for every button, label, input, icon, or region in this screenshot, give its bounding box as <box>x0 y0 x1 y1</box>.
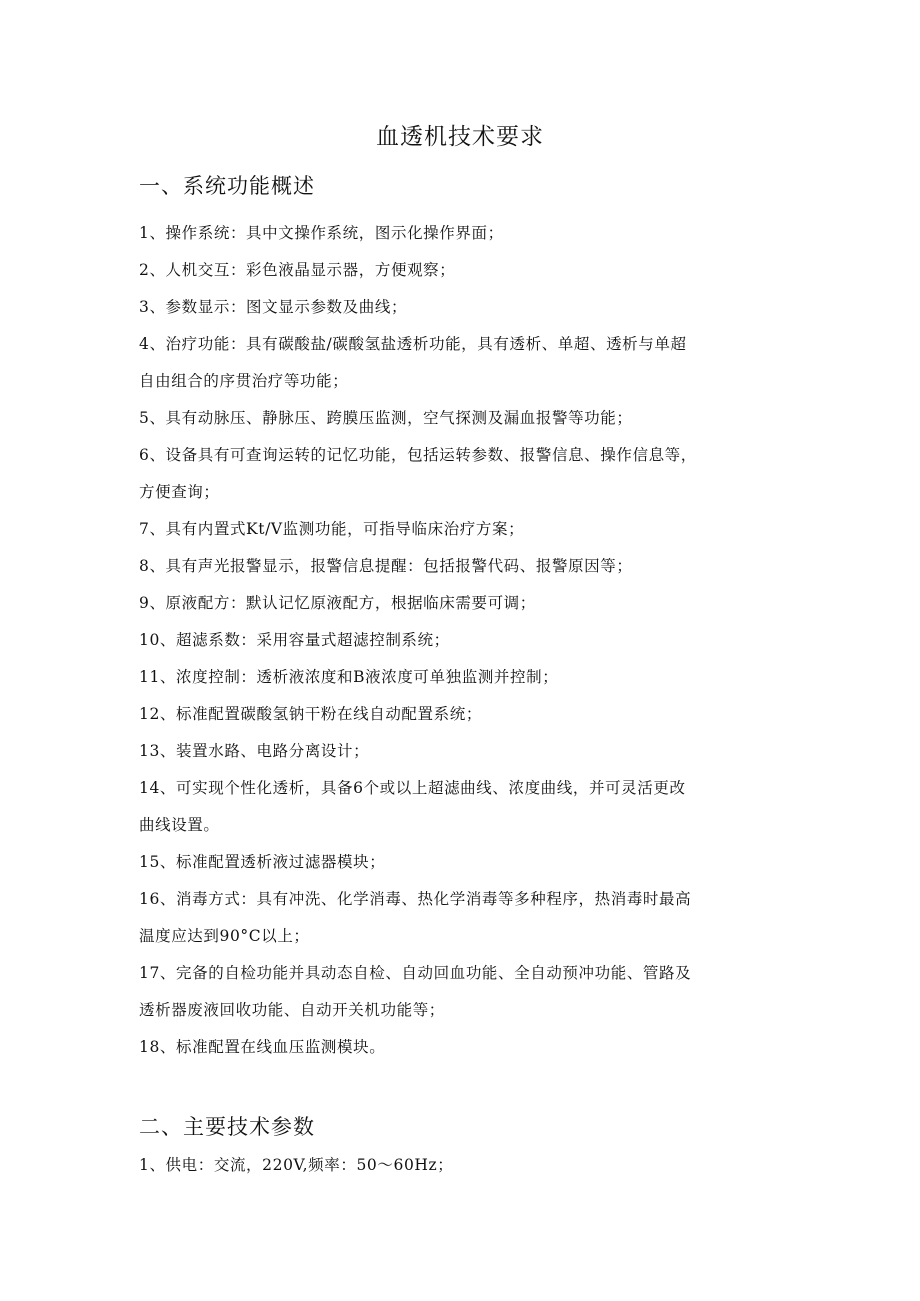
list-item: 7、具有内置式Kt/V监测功能，可指导临床治疗方案； <box>139 520 525 538</box>
document-title: 血透机技术要求 <box>376 124 544 150</box>
list-item: 16、消毒方式：具有冲洗、化学消毒、热化学消毒等多种程序，热消毒时最高 <box>139 890 692 908</box>
list-item: 2、人机交互：彩色液晶显示器，方便观察； <box>139 261 456 279</box>
list-item: 5、具有动脉压、静脉压、跨膜压监测，空气探测及漏血报警等功能； <box>139 409 633 427</box>
list-item-continuation: 温度应达到90°C以上； <box>139 927 310 945</box>
list-item: 15、标准配置透析液过滤器模块； <box>139 853 386 871</box>
list-item: 17、完备的自检功能并具动态自检、自动回血功能、全自动预冲功能、管路及 <box>139 964 692 982</box>
list-item: 1、操作系统：具中文操作系统，图示化操作界面； <box>139 224 504 242</box>
list-item-continuation: 方便查询； <box>139 483 220 501</box>
list-item: 6、设备具有可查询运转的记忆功能，包括运转参数、报警信息、操作信息等， <box>139 446 697 464</box>
section-heading-overview: 一、系统功能概述 <box>139 174 315 198</box>
list-item-continuation: 自由组合的序贯治疗等功能； <box>139 372 349 390</box>
list-item: 13、装置水路、电路分离设计； <box>139 742 370 760</box>
section-heading-parameters: 二、主要技术参数 <box>139 1115 315 1139</box>
list-item: 9、原液配方：默认记忆原液配方，根据临床需要可调； <box>139 594 536 612</box>
list-item: 10、超滤系数：采用容量式超滤控制系统； <box>139 631 450 649</box>
list-item: 18、标准配置在线血压监测模块。 <box>139 1038 386 1056</box>
list-item: 3、参数显示：图文显示参数及曲线； <box>139 298 408 316</box>
list-item: 11、浓度控制：透析液浓度和B液浓度可单独监测并控制； <box>139 668 559 686</box>
list-item: 14、可实现个性化透析，具备6个或以上超滤曲线、浓度曲线，并可灵活更改 <box>139 779 686 797</box>
list-item: 4、治疗功能：具有碳酸盐/碳酸氢盐透析功能，具有透析、单超、透析与单超 <box>139 335 687 353</box>
list-item: 12、标准配置碳酸氢钠干粉在线自动配置系统； <box>139 705 482 723</box>
list-item-continuation: 曲线设置。 <box>139 816 220 834</box>
list-item-continuation: 透析器废液回收功能、自动开关机功能等； <box>139 1001 445 1019</box>
list-item: 1、供电：交流，220V,频率：50～60Hz； <box>139 1156 454 1174</box>
list-item: 8、具有声光报警显示，报警信息提醒：包括报警代码、报警原因等； <box>139 557 633 575</box>
